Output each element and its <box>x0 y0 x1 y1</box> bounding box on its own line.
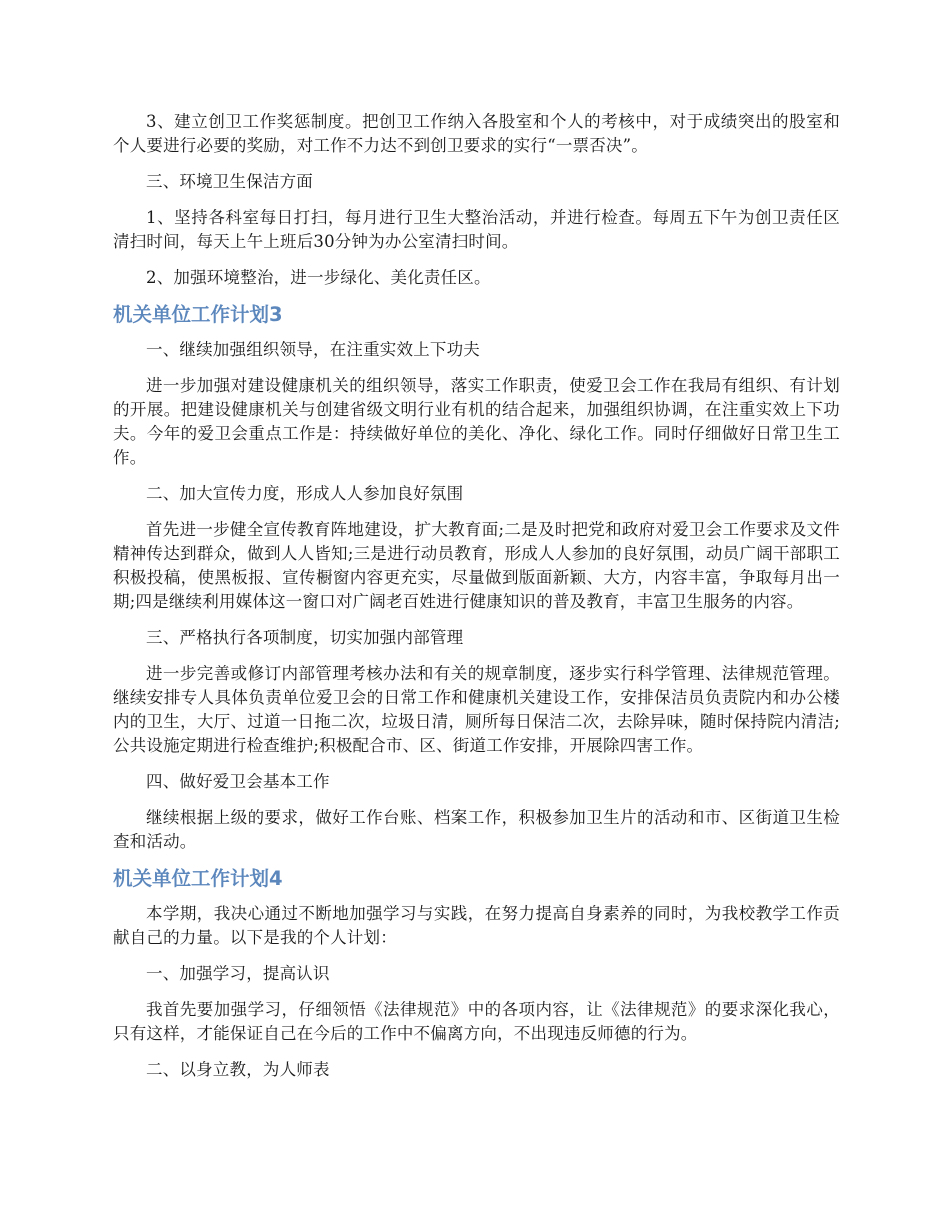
section-title: 二、以身立教，为人师表 <box>146 1060 330 1079</box>
section-title: 一、继续加强组织领导，在注重实效上下功夫 <box>146 340 480 359</box>
heading-plan-4: 机关单位工作计划4 <box>113 867 283 890</box>
paragraph: 继续根据上级的要求，做好工作台账、档案工作，积极参加卫生片的活动和市、区街道卫生检查和活动。 <box>113 808 840 851</box>
paragraph: 进一步加强对建设健康机关的组织领导，落实工作职责，使爱卫会工作在我局有组织、有计划的开展。把建设健康机关与创建省级文明行业有机的结合起来，加强组织协调，在注重实效上下功夫。今年的爱卫会重点工作是：持续做好单位的美化、净化、绿化工作。同时仔细做好日常卫生工作。 <box>113 376 840 467</box>
paragraph: 我首先要加强学习，仔细领悟《法律规范》中的各项内容，让《法律规范》的要求深化我心，只有这样，才能保证自己在今后的工作中不偏离方向，不出现违反师德的行为。 <box>113 1000 840 1043</box>
paragraph: 本学期，我决心通过不断地加强学习与实践，在努力提高自身素养的同时，为我校教学工作贡献自己的力量。以下是我的个人计划： <box>113 904 840 947</box>
section-title: 三、严格执行各项制度，切实加强内部管理 <box>146 628 464 647</box>
heading-plan-3: 机关单位工作计划3 <box>113 303 283 326</box>
paragraph: 3、建立创卫工作奖惩制度。把创卫工作纳入各股室和个人的考核中，对于成绩突出的股室和个人要进行必要的奖励，对工作不力达不到创卫要求的实行“一票否决”。 <box>113 112 840 155</box>
paragraph: 2、加强环境整治，进一步绿化、美化责任区。 <box>146 268 491 287</box>
section-title: 一、加强学习，提高认识 <box>146 964 330 983</box>
paragraph: 进一步完善或修订内部管理考核办法和有关的规章制度，逐步实行科学管理、法律规范管理。继续安排专人具体负责单位爱卫会的日常工作和健康机关建设工作，安排保洁员负责院内和办公楼内的卫生，大厅、过道一日拖二次，垃圾日清，厕所每日保洁二次，去除异味，随时保持院内清洁;公共设施定期进行检查维护;积极配合市、区、街道工作安排，开展除四害工作。 <box>113 664 840 755</box>
section-title: 二、加大宣传力度，形成人人参加良好氛围 <box>146 484 464 503</box>
document-page <box>113 110 840 1094</box>
paragraph: 1、坚持各科室每日打扫，每月进行卫生大整治活动，并进行检查。每周五下午为创卫责任区清扫时间，每天上午上班后30分钟为办公室清扫时间。 <box>113 208 840 251</box>
paragraph: 首先进一步健全宣传教育阵地建设，扩大教育面;二是及时把党和政府对爱卫会工作要求及文件精神传达到群众，做到人人皆知;三是进行动员教育，形成人人参加的良好氛围，动员广阔干部职工积极投稿，使黑板报、宣传橱窗内容更充实，尽量做到版面新颖、大方，内容丰富，争取每月出一期;四是继续利用媒体这一窗口对广阔老百姓进行健康知识的普及教育，丰富卫生服务的内容。 <box>113 520 840 611</box>
section-title: 三、环境卫生保洁方面 <box>146 172 313 191</box>
section-title: 四、做好爱卫会基本工作 <box>146 772 330 791</box>
